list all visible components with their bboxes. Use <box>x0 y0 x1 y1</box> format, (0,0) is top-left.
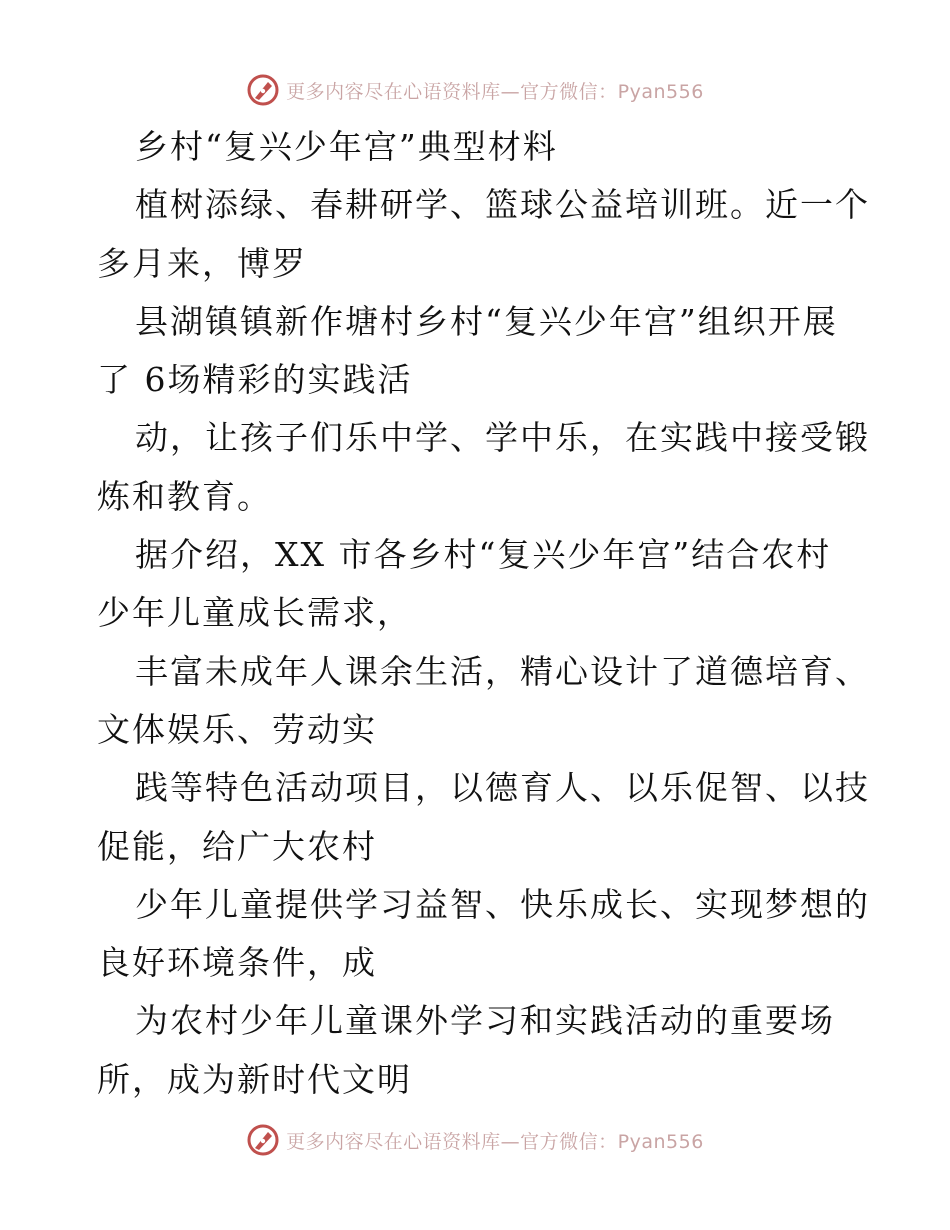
header-watermark <box>0 70 950 110</box>
paragraph-line: 文体娱乐、劳动实 <box>97 709 377 749</box>
paragraph-line: 为农村少年儿童课外学习和实践活动的重要场 <box>135 1001 835 1041</box>
pen-nib-logo-icon <box>246 1123 280 1157</box>
paragraph-line: 县湖镇镇新作塘村乡村“复兴少年宫”组织开展 <box>135 301 838 341</box>
paragraph-line: 据介绍，XX 市各乡村“复兴少年宫”结合农村 <box>135 535 832 575</box>
paragraph-line: 乡村“复兴少年宫”典型材料 <box>135 127 558 166</box>
footer-watermark <box>0 1120 950 1160</box>
paragraph-line: 炼和教育。 <box>97 476 272 516</box>
paragraph-line: 植树添绿、春耕研学、篮球公益培训班。近一个 <box>135 185 870 225</box>
paragraph-line: 促能，给广大农村 <box>97 826 377 866</box>
paragraph-line: 良好环境条件，成 <box>97 943 377 983</box>
watermark-text: 更多内容尽在心语资料库—官方微信：Pyan556 <box>286 1130 704 1153</box>
paragraph-line: 所，成为新时代文明 <box>97 1059 412 1099</box>
paragraph-line: 了 6场精彩的实践活 <box>97 360 413 400</box>
paragraph-line: 动，让孩子们乐中学、学中乐，在实践中接受锻 <box>135 418 870 458</box>
paragraph-line: 践等特色活动项目，以德育人、以乐促智、以技 <box>135 768 870 808</box>
watermark-text: 更多内容尽在心语资料库—官方微信：Pyan556 <box>286 80 704 103</box>
paragraph-line: 多月来，博罗 <box>97 243 307 283</box>
paragraph-line: 少年儿童成长需求， <box>97 593 412 633</box>
pen-nib-logo-icon <box>246 73 280 107</box>
document-body <box>97 118 870 1109</box>
paragraph-line: 少年儿童提供学习益智、快乐成长、实现梦想的 <box>135 884 870 924</box>
paragraph-line: 丰富未成年人课余生活，精心设计了道德培育、 <box>135 651 870 691</box>
